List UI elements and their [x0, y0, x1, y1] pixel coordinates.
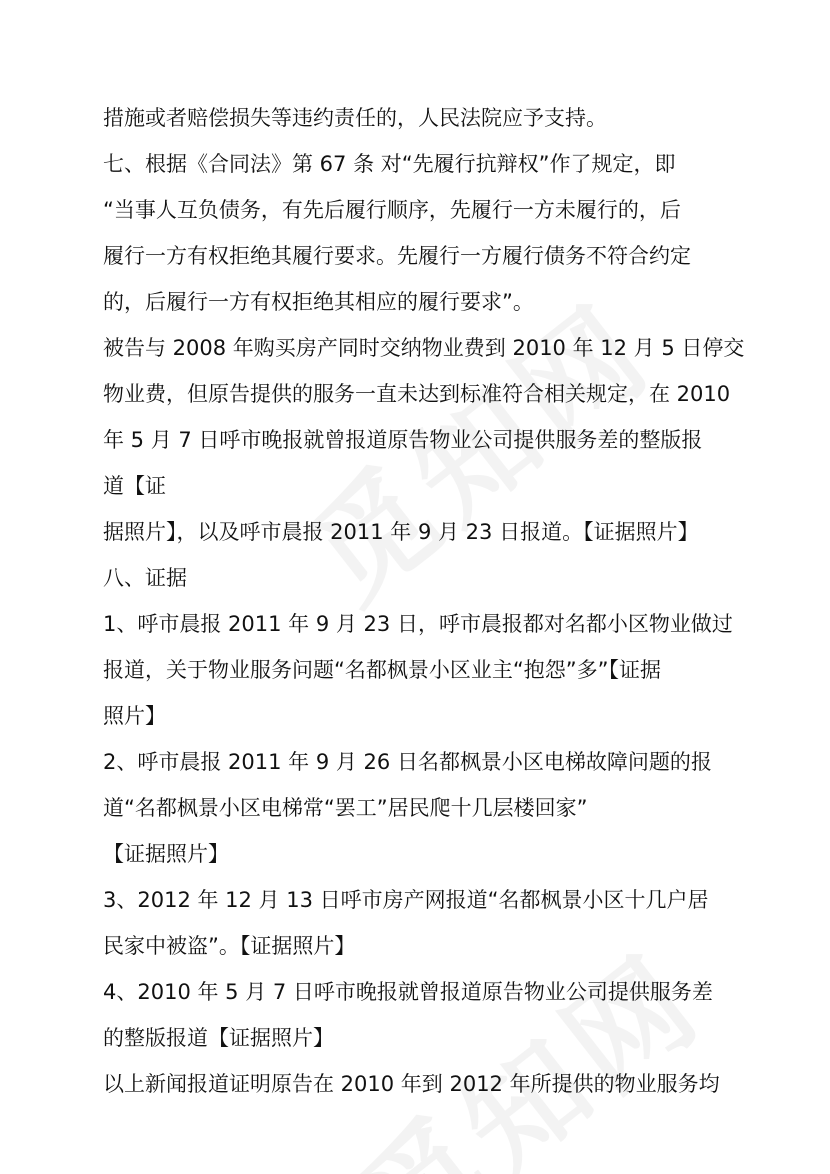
text-line: 的整版报道【证据照片】: [103, 1026, 334, 1050]
text-line: 七、根据《合同法》第 67 条 对“先履行抗辩权”作了规定，即: [103, 152, 676, 176]
text-line: 报道，关于物业服务问题“名都枫景小区业主“抱怨”多”【证据: [103, 658, 662, 682]
text-line: 3、2012 年 12 月 13 日呼市房产网报道“名都枫景小区十几户居: [103, 888, 709, 912]
text-line: 照片】: [103, 704, 166, 728]
text-line: “当事人互负债务，有先后履行顺序，先履行一方未履行的，后: [103, 198, 681, 222]
text-line: 的，后履行一方有权拒绝其相应的履行要求”。: [103, 290, 534, 314]
text-line: 以上新闻报道证明原告在 2010 年到 2012 年所提供的物业服务均: [103, 1072, 720, 1096]
text-line: 2、呼市晨报 2011 年 9 月 26 日名都枫景小区电梯故障问题的报: [103, 750, 712, 774]
text-line: 4、2010 年 5 月 7 日呼市晚报就曾报道原告物业公司提供服务差: [103, 980, 713, 1004]
text-line: 据照片】，以及呼市晨报 2011 年 9 月 23 日报道。【证据照片】: [103, 520, 699, 544]
text-line: 道【证: [103, 474, 166, 498]
document-body: [103, 95, 745, 1107]
text-line: 年 5 月 7 日呼市晚报就曾报道原告物业公司提供服务差的整版报: [103, 428, 703, 452]
text-line: 民家中被盗”。【证据照片】: [103, 934, 356, 958]
text-line: 措施或者赔偿损失等违约责任的，人民法院应予支持。: [103, 106, 607, 130]
text-line: 1、呼市晨报 2011 年 9 月 23 日，呼市晨报都对名都小区物业做过: [103, 612, 733, 636]
text-line: 物业费，但原告提供的服务一直未达到标准符合相关规定，在 2010: [103, 382, 731, 406]
text-line: 道“名都枫景小区电梯常“罢工”居民爬十几层楼回家”: [103, 796, 588, 820]
text-line: 履行一方有权拒绝其履行要求。先履行一方履行债务不符合约定: [103, 244, 691, 268]
section-heading: 八、证据: [103, 566, 187, 590]
text-line: 【证据照片】: [103, 842, 229, 866]
text-line: 被告与 2008 年购买房产同时交纳物业费到 2010 年 12 月 5 日停交: [103, 336, 745, 360]
